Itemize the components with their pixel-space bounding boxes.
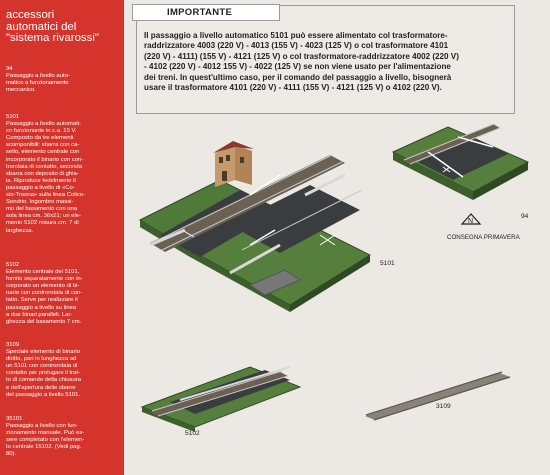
- consegna-label: CONSEGNA PRIMAVERA: [447, 234, 520, 241]
- entry-5101: [6, 114, 122, 235]
- element-5102-illustration: [140, 362, 305, 432]
- sign-letter: N: [468, 218, 474, 225]
- track-3109-illustration: [360, 368, 515, 423]
- crossing-5101-illustration: [130, 125, 380, 320]
- entry-35101: [6, 416, 122, 459]
- important-heading-tab: [132, 4, 280, 21]
- entry-text: Passaggio a livello automati- co funzionante in c.a. 15 V. Composto da tre elementi scomponibili: sbarra con ca- sello, elemento centrale con incorporato il binario con con- trorotaia di contatto, seconda sbarra con deposito di ghia- ia. Riproduce fedelmente il passaggio a livello di «Co- sio-Traona» sulla linea Colico- Sondrio. Ingombro massi- mo del basamento con una sola linea cm. 36x21; un ele- mento 5102 misura cm. 7 di larghezza.: [6, 121, 86, 234]
- label-3109: 3109: [436, 403, 451, 410]
- entry-code: 94: [6, 66, 13, 72]
- label-94: 94: [521, 213, 529, 220]
- label-5101: 5101: [380, 260, 395, 267]
- entry-code: 35101: [6, 416, 23, 422]
- crossing-94-illustration: [388, 122, 533, 217]
- entry-3109: [6, 342, 122, 399]
- entry-94: [6, 66, 122, 94]
- entry-code: 5102: [6, 262, 20, 268]
- important-text: Il passaggio a livello automatico 5101 può essere alimentato col trasformatore- raddrizzatore 4003 (220 V) - 4013 (155 V) - 4023 (125 V) o col trasformatore 4101 (220 V) - 4111) (155 V) - 4121 (125 V) o col trasformatore-raddrizzatore 4002 (220 V) - 4102 (220 V) - 4012 155 V) - 4022 (125 V) se non viene usato per l'alimentazione dei treni. In quest'ultimo caso, per il comando del passaggio a livello, bisognerà usare il trasformatore 4101 (220 V) - 4111 (155 V) - 4121 (125 V) o 4102 (220 V).: [144, 31, 459, 93]
- entry-5102: [6, 262, 122, 326]
- entry-text: Passaggio a livello con fun- zionamento manuale. Può es- sere completato con l'elemen- to centrale 15102. (Vedi pag. 80).: [6, 423, 85, 458]
- sidebar-title: [6, 10, 124, 45]
- north-arrow-icon: [460, 210, 482, 232]
- entry-text: Speciale elemento di binario diritto, pari in lunghezza ad un 5101 con controrotaia di contatto per prolugare il trat- to di comando della chiusura e dell'apertura delle sbarre del passaggio a livello 5101.: [6, 349, 81, 398]
- sidebar-title-line: "sistema rivarossi": [6, 32, 99, 44]
- sidebar-title-line: accessori: [6, 9, 55, 21]
- sidebar-panel: [0, 0, 124, 475]
- label-5102: 5102: [185, 430, 200, 437]
- entry-code: 3109: [6, 342, 20, 348]
- entry-text: Elemento centrale del 5101, fornito separatamente con in- corporato un elemento di bi- nario con controrotaia di con- tatto. Serve per realizzare il passaggio a livello su linea a due binari paralleli. Lar- ghezza del basamento 7 cm.: [6, 269, 83, 325]
- important-heading: IMPORTANTE: [167, 7, 233, 18]
- sidebar-title-line: automatici del: [6, 20, 77, 33]
- entry-code: 5101: [6, 114, 20, 120]
- entry-text: Passaggio a livello auto- matico a funzionamento meccanico.: [6, 73, 70, 94]
